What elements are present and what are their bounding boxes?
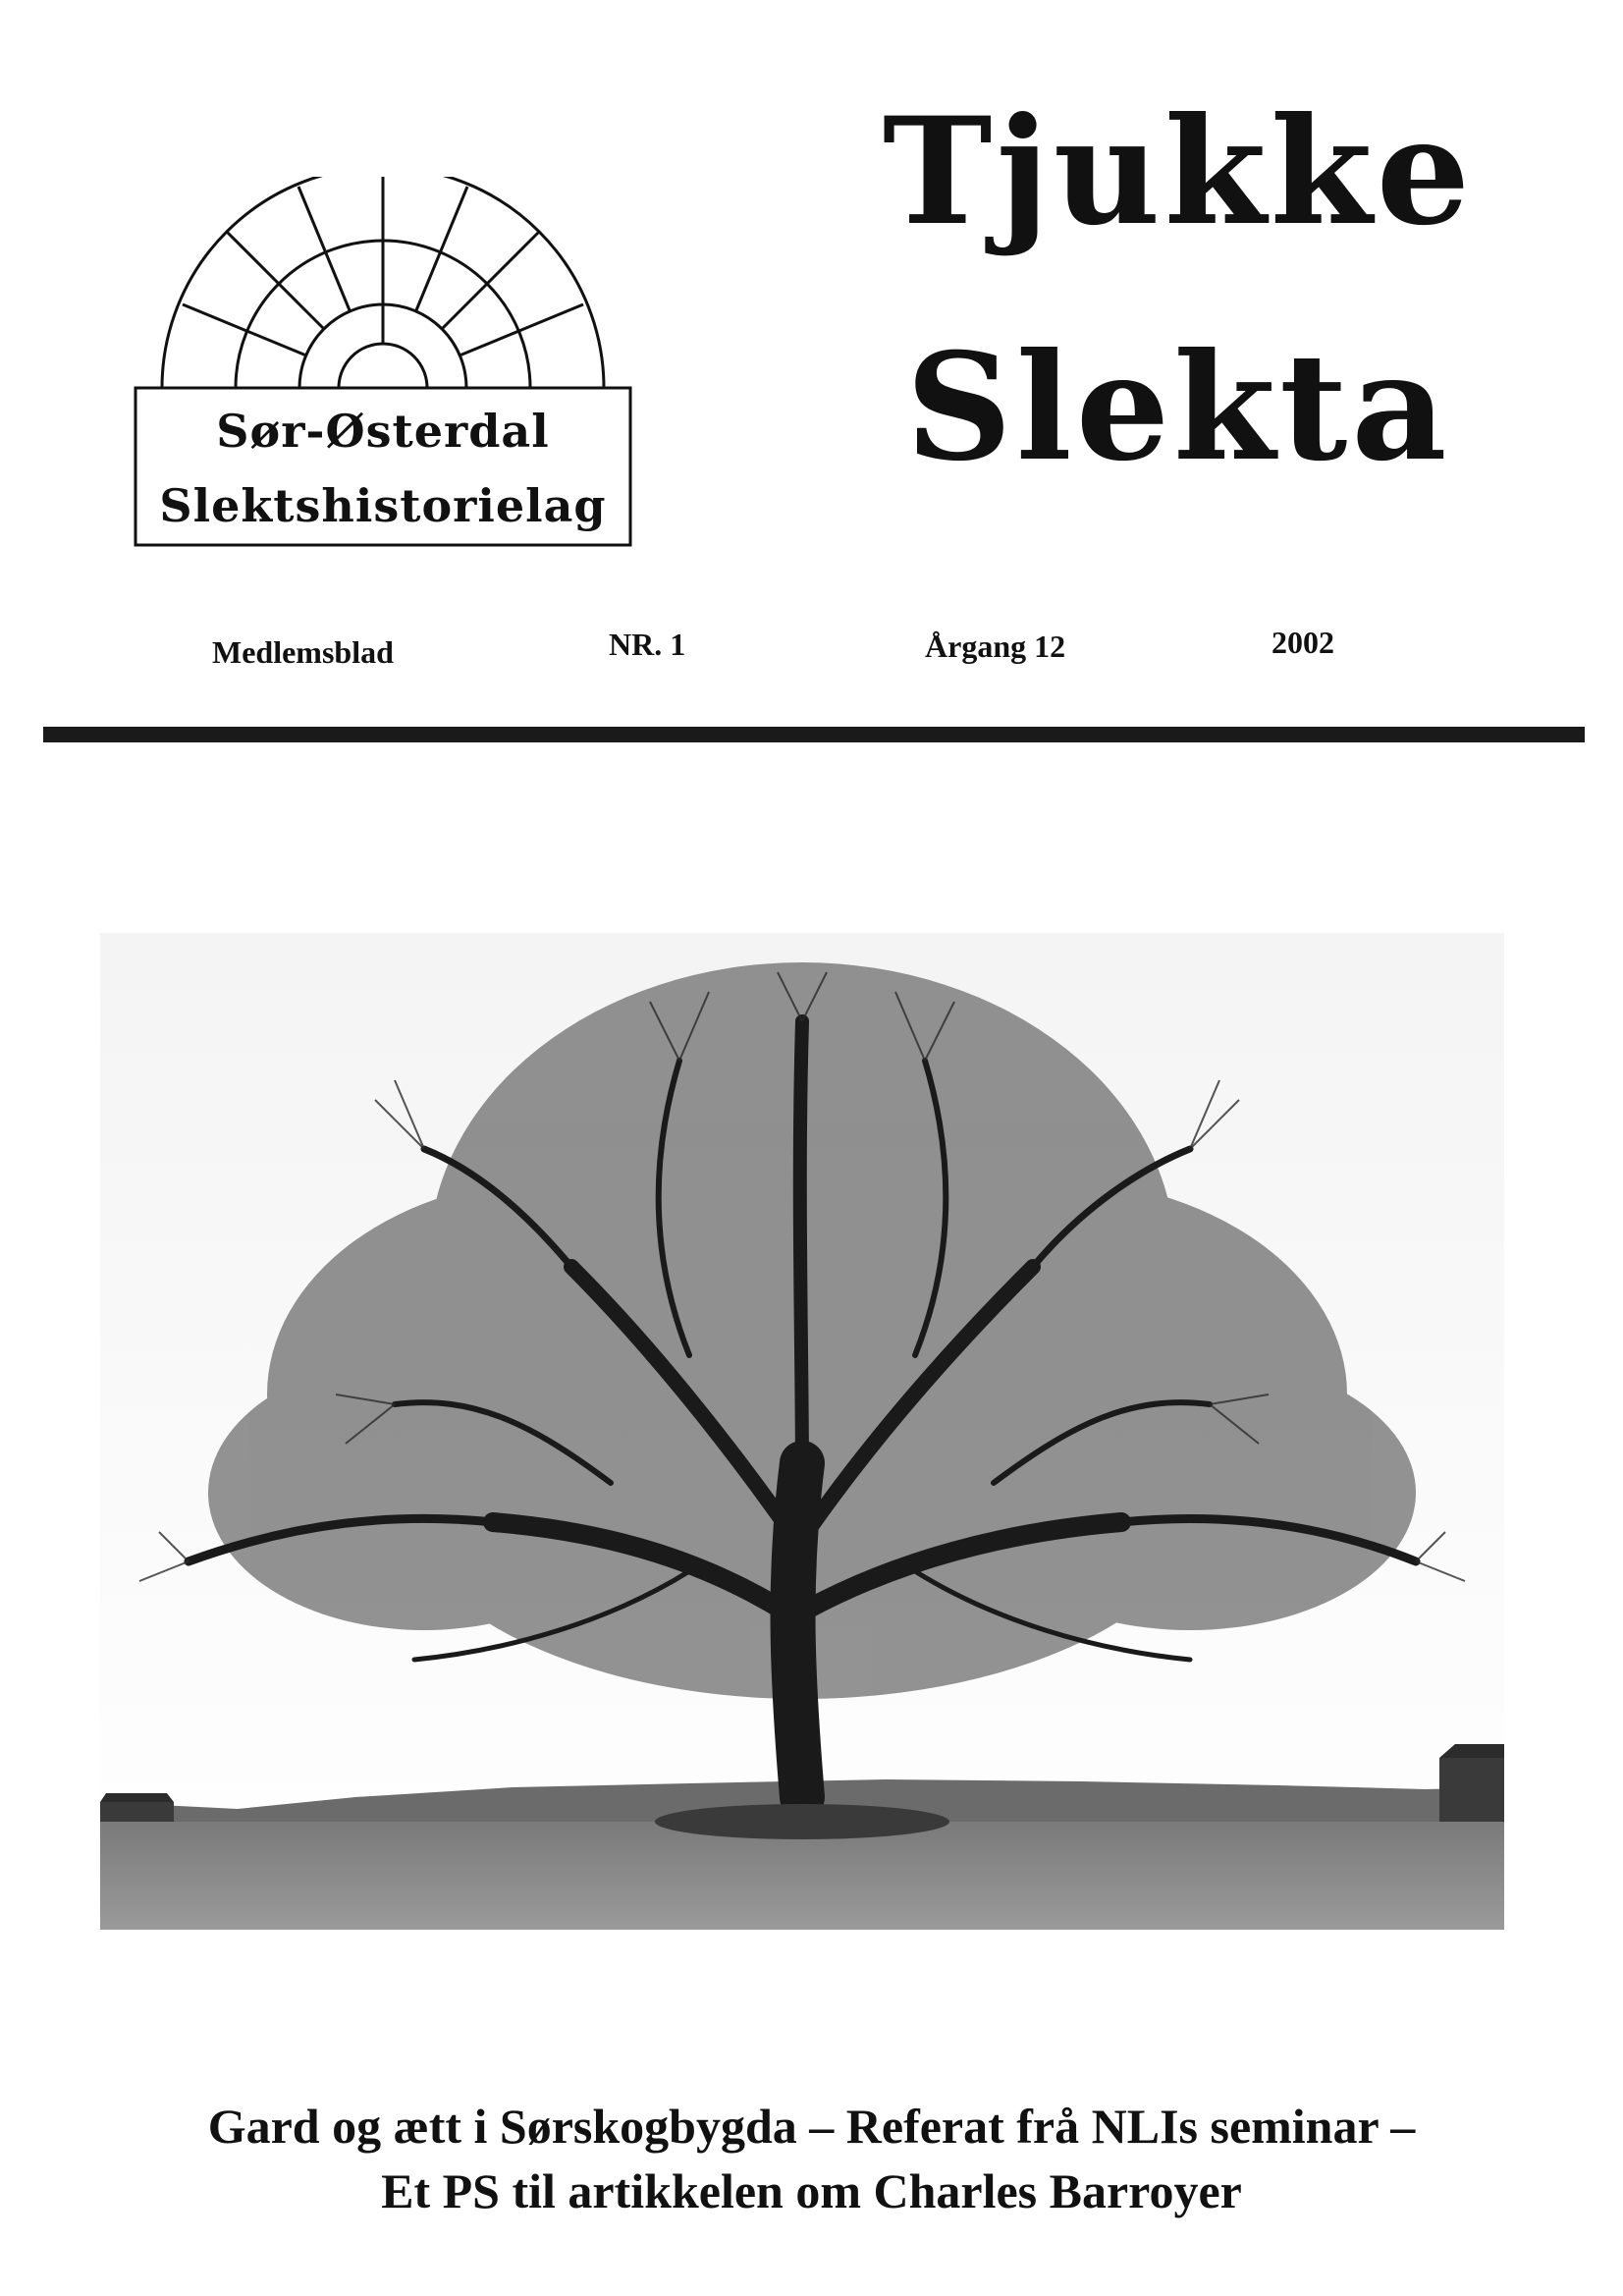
issue-year: 2002 — [1271, 625, 1334, 660]
masthead-title-word2: Slekta — [905, 321, 1451, 494]
header-divider — [43, 727, 1585, 742]
issue-label: Medlemsblad — [212, 634, 394, 670]
society-name-line2: Slektshistorielag — [159, 479, 607, 532]
cover-photo — [100, 933, 1504, 1930]
society-name-line1: Sør-Østerdal — [216, 405, 550, 458]
contents-line2: Et PS til artikkelen om Charles Barroyer — [381, 2163, 1242, 2218]
contents-line1: Gard og ætt i Sørskogbygda – Referat frå NLIs seminar – — [207, 2099, 1416, 2154]
society-logo — [128, 177, 638, 560]
issue-number: NR. 1 — [609, 627, 686, 662]
oak-tree-icon — [100, 933, 1504, 1930]
masthead-title-word1: Tjukke — [882, 85, 1475, 258]
issue-volume: Årgang 12 — [925, 629, 1066, 664]
